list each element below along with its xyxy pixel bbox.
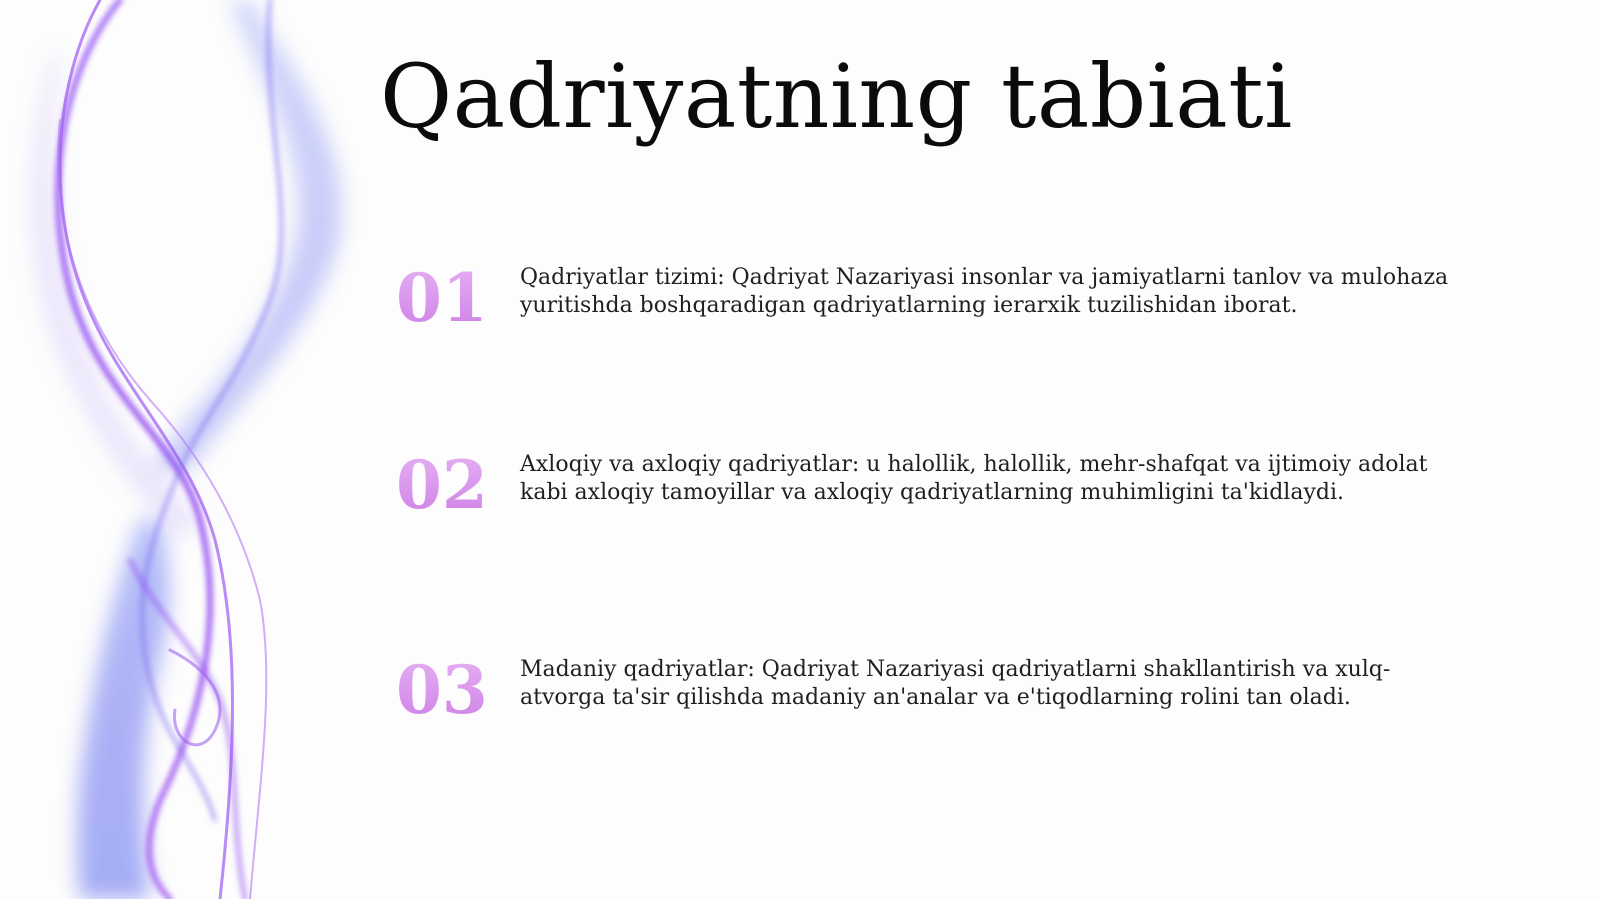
item-text: Axloqiy va axloqiy qadriyatlar: u halollik, halollik, mehr-shafqat va ijtimoiy adolat kabi axloqiy tamoyillar va axloqiy qadriyatlarning muhimligini ta'kidlaydi. — [520, 452, 1428, 505]
list-item — [396, 445, 1456, 555]
smoke-decoration-image — [0, 0, 400, 899]
item-number: 02 — [396, 446, 488, 524]
list-item — [396, 650, 1456, 760]
slide-title: Qadriyatning tabiati — [380, 45, 1293, 148]
item-number: 03 — [396, 651, 488, 729]
list-item — [396, 258, 1456, 368]
item-number: 01 — [396, 259, 488, 337]
item-text: Qadriyatlar tizimi: Qadriyat Nazariyasi insonlar va jamiyatlarni tanlov va mulohaza yuritishda boshqaradigan qadriyatlarning ierarxik tuzilishidan iborat. — [520, 265, 1449, 318]
item-text: Madaniy qadriyatlar: Qadriyat Nazariyasi qadriyatlarni shakllantirish va xulq-atvorga ta'sir qilishda madaniy an'analar va e'tiqodlarning rolini tan oladi. — [520, 657, 1391, 710]
